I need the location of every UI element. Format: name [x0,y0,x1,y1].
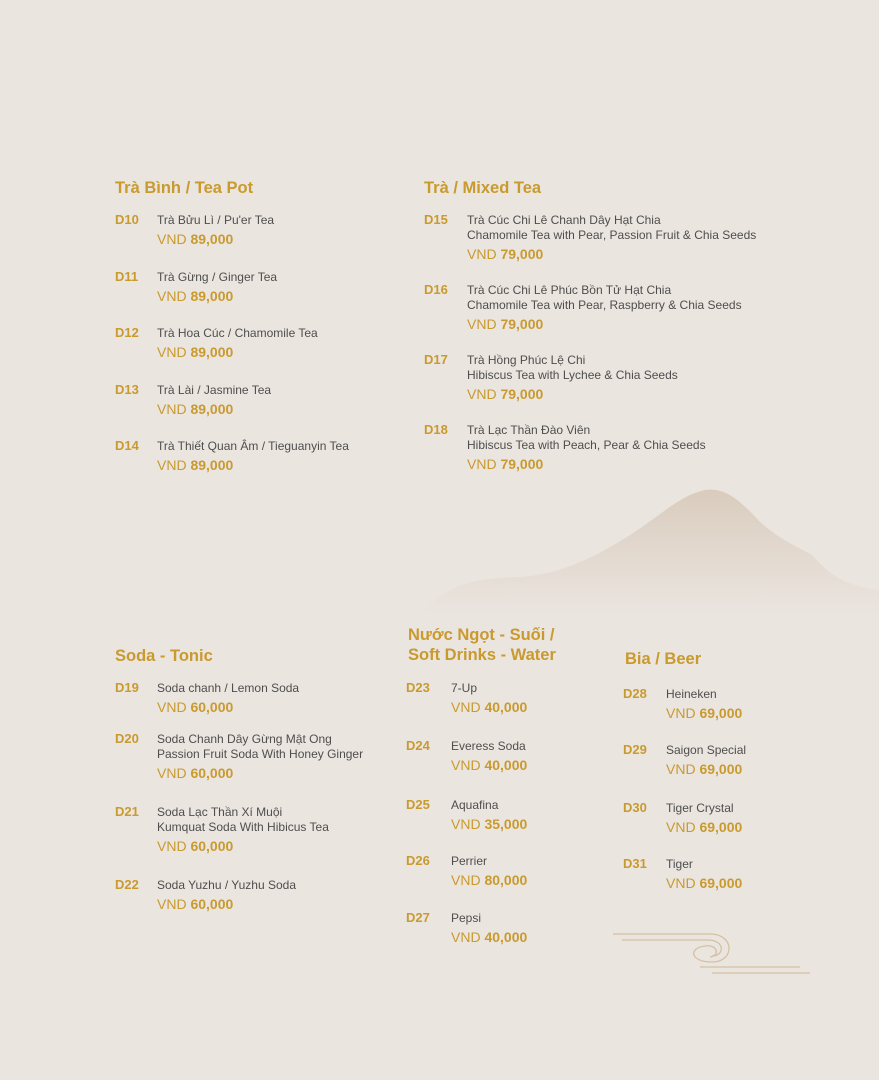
item-price [157,895,296,913]
item-subname: Hibiscus Tea with Peach, Pear & Chia Seeds [467,438,706,452]
item-name: Trà Thiết Quan Âm / Tieguanyin Tea [157,439,349,453]
item-subname: Hibiscus Tea with Lychee & Chia Seeds [467,368,678,382]
item-code: D18 [424,422,448,437]
item-name: Aquafina [451,798,499,812]
item-name: Trà Bửu Lì / Pu'er Tea [157,213,275,227]
item-price [467,385,678,403]
price-amount: 79,000 [500,246,544,262]
price-amount: 35,000 [484,816,528,832]
price-amount: 79,000 [500,456,544,472]
item-name: Perrier [451,854,488,868]
currency-label: VND [157,838,187,854]
item-name: Trà Lài / Jasmine Tea [157,382,272,397]
item-name: Tiger Crystal [666,801,734,815]
section-title: Trà Bình / Tea Pot [115,179,254,197]
item-price [157,456,349,474]
item-price [451,756,527,774]
currency-label: VND [451,872,481,888]
price-amount: 40,000 [484,699,528,715]
currency-label: VND [666,761,696,777]
item-code: D15 [424,212,448,227]
item-code: D25 [406,797,430,812]
currency-label: VND [467,386,497,402]
item-name: Everess Soda [451,739,526,753]
item-name: Trà Cúc Chi Lê Chanh Dây Hạt Chia [467,213,661,227]
item-price [157,837,329,855]
item-price [467,315,742,333]
item-code: D20 [115,731,139,746]
item-code: D31 [623,856,647,871]
currency-label: VND [157,896,187,912]
item-price [666,704,742,722]
currency-label: VND [467,246,497,262]
item-code: D28 [623,686,647,701]
currency-label: VND [467,316,497,332]
item-price [666,818,742,836]
currency-label: VND [666,819,696,835]
item-name: Trà Cúc Chi Lê Phúc Bồn Tử Hạt Chia [467,283,672,297]
price-amount: 40,000 [484,757,528,773]
item-code: D23 [406,680,430,695]
price-amount: 60,000 [190,896,234,912]
price-amount: 69,000 [699,761,743,777]
item-code: D17 [424,352,448,367]
item-code: D14 [115,438,139,453]
item-name: Pepsi [451,911,482,925]
item-price [451,871,527,889]
item-name: Tiger [666,857,693,871]
item-code: D30 [623,800,647,815]
currency-label: VND [157,457,187,473]
item-price [467,455,706,473]
item-price [157,764,363,782]
currency-label: VND [451,699,481,715]
currency-label: VND [467,456,497,472]
price-amount: 79,000 [500,316,544,332]
section-title: Bia / Beer [625,650,702,668]
item-price [666,874,742,892]
currency-label: VND [157,287,187,304]
item-code: D22 [115,877,139,892]
item-name: 7-Up [451,681,478,695]
mixed-tea-section [424,178,757,472]
price-amount: 80,000 [484,872,528,888]
item-code: D26 [406,853,430,868]
item-subname: Passion Fruit Soda With Honey Ginger [157,747,364,761]
currency-label: VND [157,400,187,417]
beer-section [623,649,747,891]
price-amount: 60,000 [190,765,234,781]
item-name: Soda Chanh Dây Gừng Mật Ong [157,732,332,746]
soft-drinks-section [406,625,556,945]
item-code: D19 [115,680,139,695]
item-code: D13 [115,381,139,397]
price-amount: 89,000 [190,287,234,304]
currency-label: VND [451,757,481,773]
currency-label: VND [157,231,187,247]
price-amount: 69,000 [699,819,743,835]
item-code: D21 [115,804,139,819]
section-title-line-1: Nước Ngọt - Suối / [408,626,555,644]
item-price [157,400,271,418]
item-code: D10 [115,212,139,227]
soda-tonic-section [115,646,364,912]
currency-label: VND [666,705,696,721]
item-name: Trà Lạc Thần Đào Viên [467,423,591,437]
price-amount: 60,000 [190,838,234,854]
currency-label: VND [157,699,187,715]
item-subname: Chamomile Tea with Pear, Passion Fruit & Chia Seeds [467,228,757,242]
item-name: Trà Hồng Phúc Lệ Chi [467,353,586,367]
item-price [157,343,318,361]
price-amount: 89,000 [190,457,234,473]
item-price [157,287,277,305]
item-code: D16 [424,282,448,297]
currency-label: VND [157,344,187,360]
price-amount: 79,000 [500,386,544,402]
currency-label: VND [666,875,696,891]
currency-label: VND [451,929,481,945]
item-code: D27 [406,910,430,925]
item-name: Soda Lạc Thần Xí Muội [157,805,283,819]
item-price [451,815,527,833]
item-name: Soda Yuzhu / Yuzhu Soda [157,878,297,892]
price-amount: 69,000 [699,705,743,721]
section-title: Soda - Tonic [115,647,213,665]
item-name: Soda chanh / Lemon Soda [157,681,300,695]
item-name: Trà Hoa Cúc / Chamomile Tea [157,326,318,340]
item-subname: Kumquat Soda With Hibicus Tea [157,820,329,834]
item-name: Heineken [666,687,717,701]
item-price [467,245,756,263]
price-amount: 69,000 [699,875,743,891]
price-amount: 40,000 [484,929,528,945]
item-code: D24 [406,738,430,753]
price-amount: 89,000 [190,344,234,360]
section-title: Trà / Mixed Tea [424,179,542,197]
currency-label: VND [451,816,481,832]
item-price [451,698,527,716]
item-price [157,230,274,248]
currency-label: VND [157,765,187,781]
item-price [157,698,299,716]
tea-pot-section [115,178,349,473]
price-amount: 89,000 [190,400,234,417]
section-title-line-2: Soft Drinks - Water [408,646,556,664]
item-code: D11 [115,268,139,284]
item-code: D12 [115,325,139,340]
price-amount: 89,000 [190,231,234,247]
item-code: D29 [623,742,647,757]
price-amount: 60,000 [190,699,234,715]
item-price [666,760,746,778]
item-name: Trà Gừng / Ginger Tea [157,269,278,284]
item-subname: Chamomile Tea with Pear, Raspberry & Chia Seeds [467,298,742,312]
item-price [451,928,527,946]
item-name: Saigon Special [666,743,747,757]
